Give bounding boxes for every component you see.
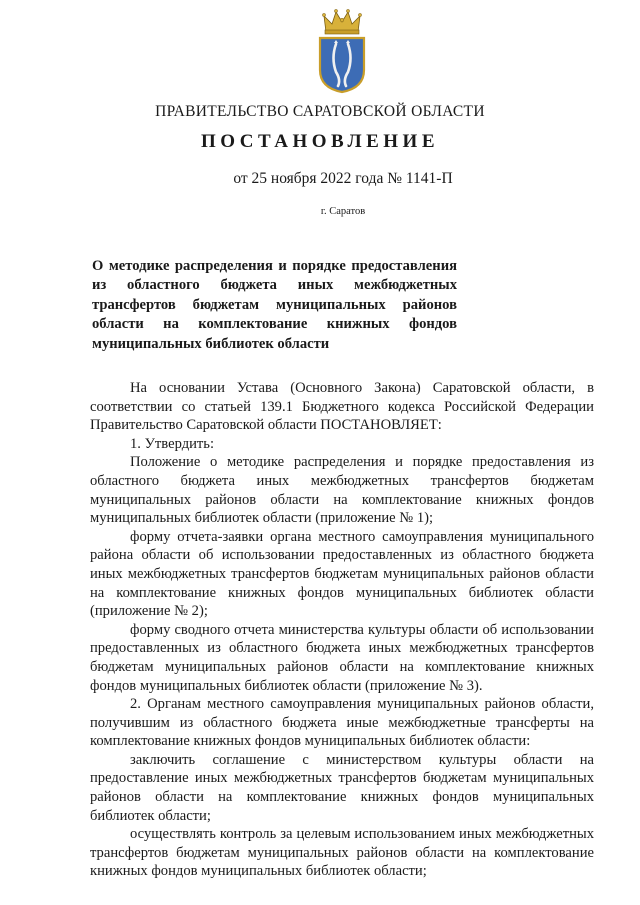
document-date-number: от 25 ноября 2022 года № 1141-П (233, 170, 453, 187)
body-paragraph-regulation: Положение о методике распределения и порядке предоставления из областного бюджета иных межбюджетных трансфертов бюджетам муниципальных районов области на комплектование книжных фондов муниципальных библиотек области (приложение № 1); (90, 454, 594, 527)
saratov-coat-of-arms-icon (314, 8, 370, 94)
government-name: ПРАВИТЕЛЬСТВО САРАТОВСКОЙ ОБЛАСТИ (155, 103, 485, 120)
document-body (90, 379, 594, 881)
crown-icon (322, 9, 361, 34)
document-title: О методике распределения и порядке предоставления из областного бюджета иных межбюджетных трансфертов бюджетам муниципальных районов области на комплектование книжных фондов муниципальных библиотек области (92, 258, 457, 352)
body-paragraph-item-2: 2. Органам местного самоуправления муниципальных районов области, получившим из областного бюджета иные межбюджетные трансферты на комплектование книжных фондов муниципальных библиотек области: (90, 696, 594, 750)
body-paragraph-basis: На основании Устава (Основного Закона) Саратовской области, в соответствии со статьей 139.1 Бюджетного кодекса Российской Федерации Правительство Саратовской области ПОСТАНОВЛЯЕТ: (90, 380, 594, 434)
body-paragraph-report-form: форму отчета-заявки органа местного самоуправления муниципального района области об использовании предоставленных из областного бюджета иных межбюджетных трансфертов бюджетам муниципальных районов области на комплектование книжных фондов муниципальных библиотек области (приложение № 2); (90, 528, 594, 620)
document-type: ПОСТАНОВЛЕНИЕ (200, 131, 440, 152)
shield-icon (320, 38, 364, 92)
body-paragraph-item-1: 1. Утвердить: (130, 435, 215, 452)
body-paragraph-control: осуществлять контроль за целевым использованием иных межбюджетных трансфертов бюджетам муниципальных районов области на комплектование книжных фондов муниципальных библиотек области; (90, 826, 594, 880)
body-paragraph-summary-form: форму сводного отчета министерства культуры области об использовании предоставленных из областного бюджета иных межбюджетных трансфертов бюджетам муниципальных районов области на комплектование книжных фондов муниципальных библиотек области (приложение № 3). (90, 621, 594, 694)
body-paragraph-agreement: заключить соглашение с министерством культуры области на предоставление иных межбюджетных трансфертов бюджетам муниципальных районов области на комплектование книжных фондов муниципальных библиотек области; (90, 751, 594, 824)
document-city: г. Саратов (320, 206, 366, 217)
